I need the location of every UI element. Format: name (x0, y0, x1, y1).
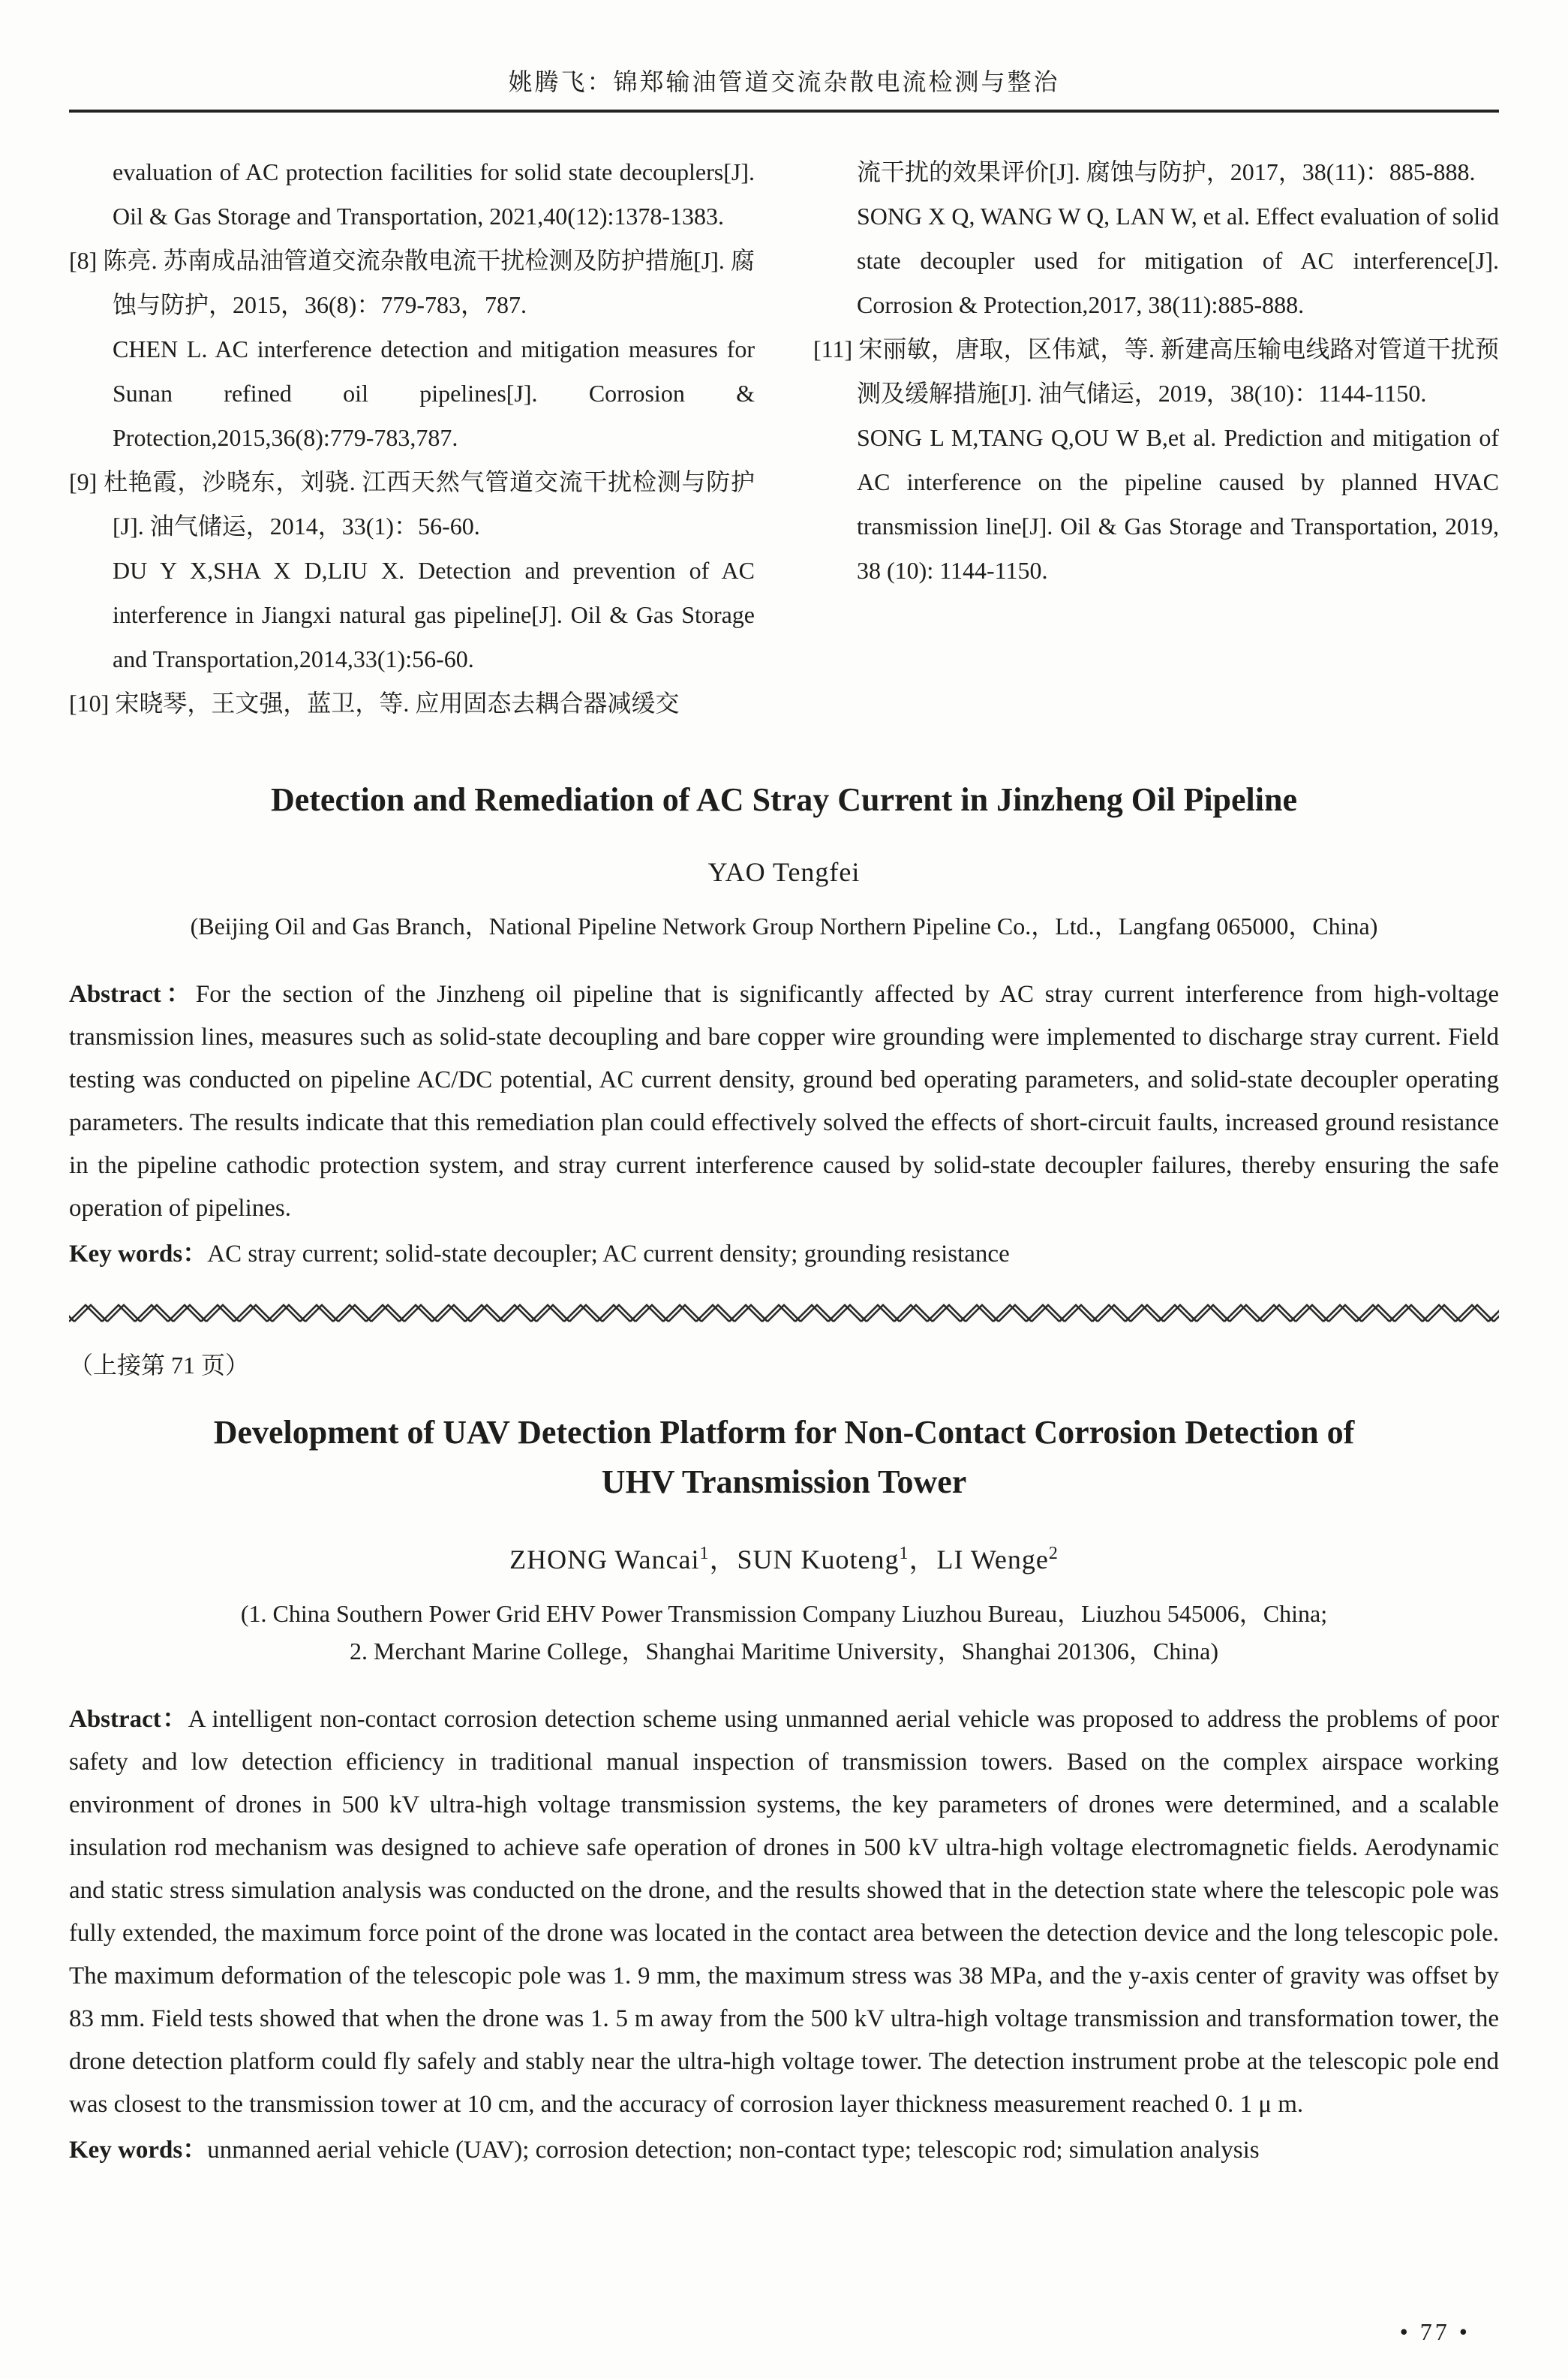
reference-text: 流干扰的效果评价[J]. 腐蚀与防护，2017，38(11)：885-888. (857, 158, 1476, 185)
article2-affiliations (69, 1595, 1499, 1670)
article2-affiliation-1: (1. China Southern Power Grid EHV Power Transmission Company Liuzhou Bureau，Liuzhou 545006，China; (240, 1600, 1328, 1627)
reference-item (813, 150, 1499, 194)
reference-text: DU Y X,SHA X D,LIU X. Detection and prevention of AC interference in Jiangxi natural gas pipeline[J]. Oil & Gas Storage and Transportation,2014,33(1):56-60. (113, 557, 755, 672)
article2-keywords (69, 2129, 1499, 2172)
reference-text: CHEN L. AC interference detection and mitigation measures for Sunan refined oil pipelines[J]. Corrosion & Protection,2015,36(8):779-783,787. (113, 335, 755, 451)
reference-item (69, 460, 755, 549)
reference-text: evaluation of AC protection facilities for solid state decouplers[J]. Oil & Gas Storage and Transportation, 2021,40(12):1378-1383. (113, 158, 755, 230)
reference-item (69, 327, 755, 460)
article2-abstract (69, 1698, 1499, 2126)
running-header-text: 姚腾飞：锦郑输油管道交流杂散电流检测与整治 (508, 68, 1060, 95)
author-affil-marker: 1 (899, 1544, 909, 1563)
author (937, 1544, 1059, 1574)
reference-item (813, 416, 1499, 593)
article2-authors (69, 1538, 1499, 1577)
article1-author: YAO Tengfei (707, 857, 861, 887)
reference-item (69, 150, 755, 239)
reference-item (813, 194, 1499, 327)
reference-item (69, 549, 755, 681)
article-1 (69, 775, 1499, 1276)
header-rule (69, 110, 1499, 113)
author-name: ZHONG Wancai (509, 1544, 700, 1574)
article2-affiliation-2: 2. Merchant Marine College，Shanghai Maritime University，Shanghai 201306，China) (349, 1638, 1218, 1665)
author (737, 1544, 936, 1574)
author-separator: ， (709, 1544, 737, 1574)
article1-title: Detection and Remediation of AC Stray Current in Jinzheng Oil Pipeline (270, 781, 1298, 818)
page-number: • 77 • (1399, 2318, 1470, 2345)
author-separator: ， (909, 1544, 937, 1574)
reference-item (69, 239, 755, 327)
reference-label: [8] (69, 247, 98, 274)
keywords-label: Key words： (69, 2137, 208, 2164)
references-right-column (813, 150, 1499, 726)
running-header (69, 0, 1499, 98)
reference-text: 杜艳霞，沙晓东，刘骁. 江西天然气管道交流干扰检测与防护[J]. 油气储运，2014，33(1)：56-60. (104, 468, 755, 540)
reference-item (813, 327, 1499, 416)
reference-text: 宋晓琴，王文强，蓝卫，等. 应用固态去耦合器减缓交 (115, 690, 680, 717)
article2-title-line2: UHV Transmission Tower (601, 1463, 967, 1500)
reference-item (69, 681, 755, 726)
references-section (69, 150, 1499, 726)
reference-text: SONG L M,TANG Q,OU W B,et al. Prediction and mitigation of AC interference on the pipeline caused by planned HVAC transmission line[J]. Oil & Gas Storage and Transportation, 2019, 38 (10): 1144-1150. (857, 424, 1499, 584)
abstract-text: For the section of the Jinzheng oil pipeline that is significantly affected by AC stray current interference from high-voltage transmission lines, measures such as solid-state decoupling and bare copper wire grounding were implemented to discharge stray current. Field testing was conducted on pipeline AC/DC potential, AC current density, ground bed operating parameters, and solid-state decoupler operating parameters. The results indicate that this remediation plan could effectively solved the effects of short-circuit faults, increased ground resistance in the pipeline cathodic protection system, and stray current interference caused by solid-state decoupler failures, thereby ensuring the safe operation of pipelines. (69, 981, 1499, 1222)
abstract-label: Abstract： (69, 1706, 188, 1733)
author-affil-marker: 1 (699, 1544, 710, 1563)
author-name: SUN Kuoteng (737, 1544, 900, 1574)
reference-label: [10] (69, 690, 110, 717)
article-2 (69, 1408, 1499, 2172)
reference-text: 宋丽敏，唐取，区伟斌，等. 新建高压输电线路对管道干扰预测及缓解措施[J]. 油气储运，2019，38(10)：1144-1150. (857, 335, 1499, 407)
keywords-text: AC stray current; solid-state decoupler; AC current density; grounding resistance (207, 1241, 1010, 1268)
wavy-divider-graphic (69, 1301, 1499, 1325)
abstract-label: Abstract： (69, 981, 196, 1008)
article1-keywords (69, 1233, 1499, 1276)
keywords-text: unmanned aerial vehicle (UAV); corrosion detection; non-contact type; telescopic rod; simulation analysis (207, 2137, 1260, 2164)
continuation-note: （上接第 71 页） (69, 1352, 250, 1379)
article1-affiliation: (Beijing Oil and Gas Branch，National Pipeline Network Group Northern Pipeline Co.，Ltd.，Langfang 065000，China) (190, 913, 1378, 940)
article2-title (69, 1408, 1499, 1507)
wavy-divider (69, 1301, 1499, 1325)
references-left-column (69, 150, 755, 726)
abstract-text: A intelligent non-contact corrosion detection scheme using unmanned aerial vehicle was proposed to address the problems of poor safety and low detection efficiency in traditional manual inspection of transmission towers. Based on the complex airspace working environment of drones in 500 kV ultra-high voltage transmission systems, the key parameters of drones were determined, and a scalable insulation rod mechanism was designed to achieve safe operation of drones in 500 kV ultra-high voltage electromagnetic fields. Aerodynamic and static stress simulation analysis was conducted on the drone, and the results showed that in the detection state where the telescopic pole was fully extended, the maximum force point of the drone was located in the contact area between the detection device and the long telescopic pole. The maximum deformation of the telescopic pole was 1. 9 mm, the maximum stress was 38 MPa, and the y-axis center of gravity was offset by 83 mm. Field tests showed that when the drone was 1. 5 m away from the 500 kV ultra-high voltage transmission and transformation tower, the drone detection platform could fly safely and stably near the ultra-high voltage tower. The detection instrument probe at the telescopic pole end was closest to the transmission tower at 10 cm, and the accuracy of corrosion layer thickness measurement reached 0. 1 μ m. (69, 1706, 1499, 2118)
reference-label: [9] (69, 468, 98, 495)
article2-title-line1: Development of UAV Detection Platform for Non-Contact Corrosion Detection of (213, 1414, 1355, 1451)
reference-label: [11] (813, 335, 853, 362)
author-affil-marker: 2 (1048, 1544, 1059, 1563)
author (509, 1544, 737, 1574)
author-name: LI Wenge (936, 1544, 1049, 1574)
article1-abstract (69, 973, 1499, 1230)
keywords-label: Key words： (69, 1241, 208, 1268)
reference-text: 陈亮. 苏南成品油管道交流杂散电流干扰检测及防护措施[J]. 腐蚀与防护，2015，36(8)：779-783，787. (103, 247, 755, 318)
reference-text: SONG X Q, WANG W Q, LAN W, et al. Effect evaluation of solid state decoupler used for mitigation of AC interference[J]. Corrosion & Protection,2017, 38(11):885-888. (857, 203, 1499, 318)
